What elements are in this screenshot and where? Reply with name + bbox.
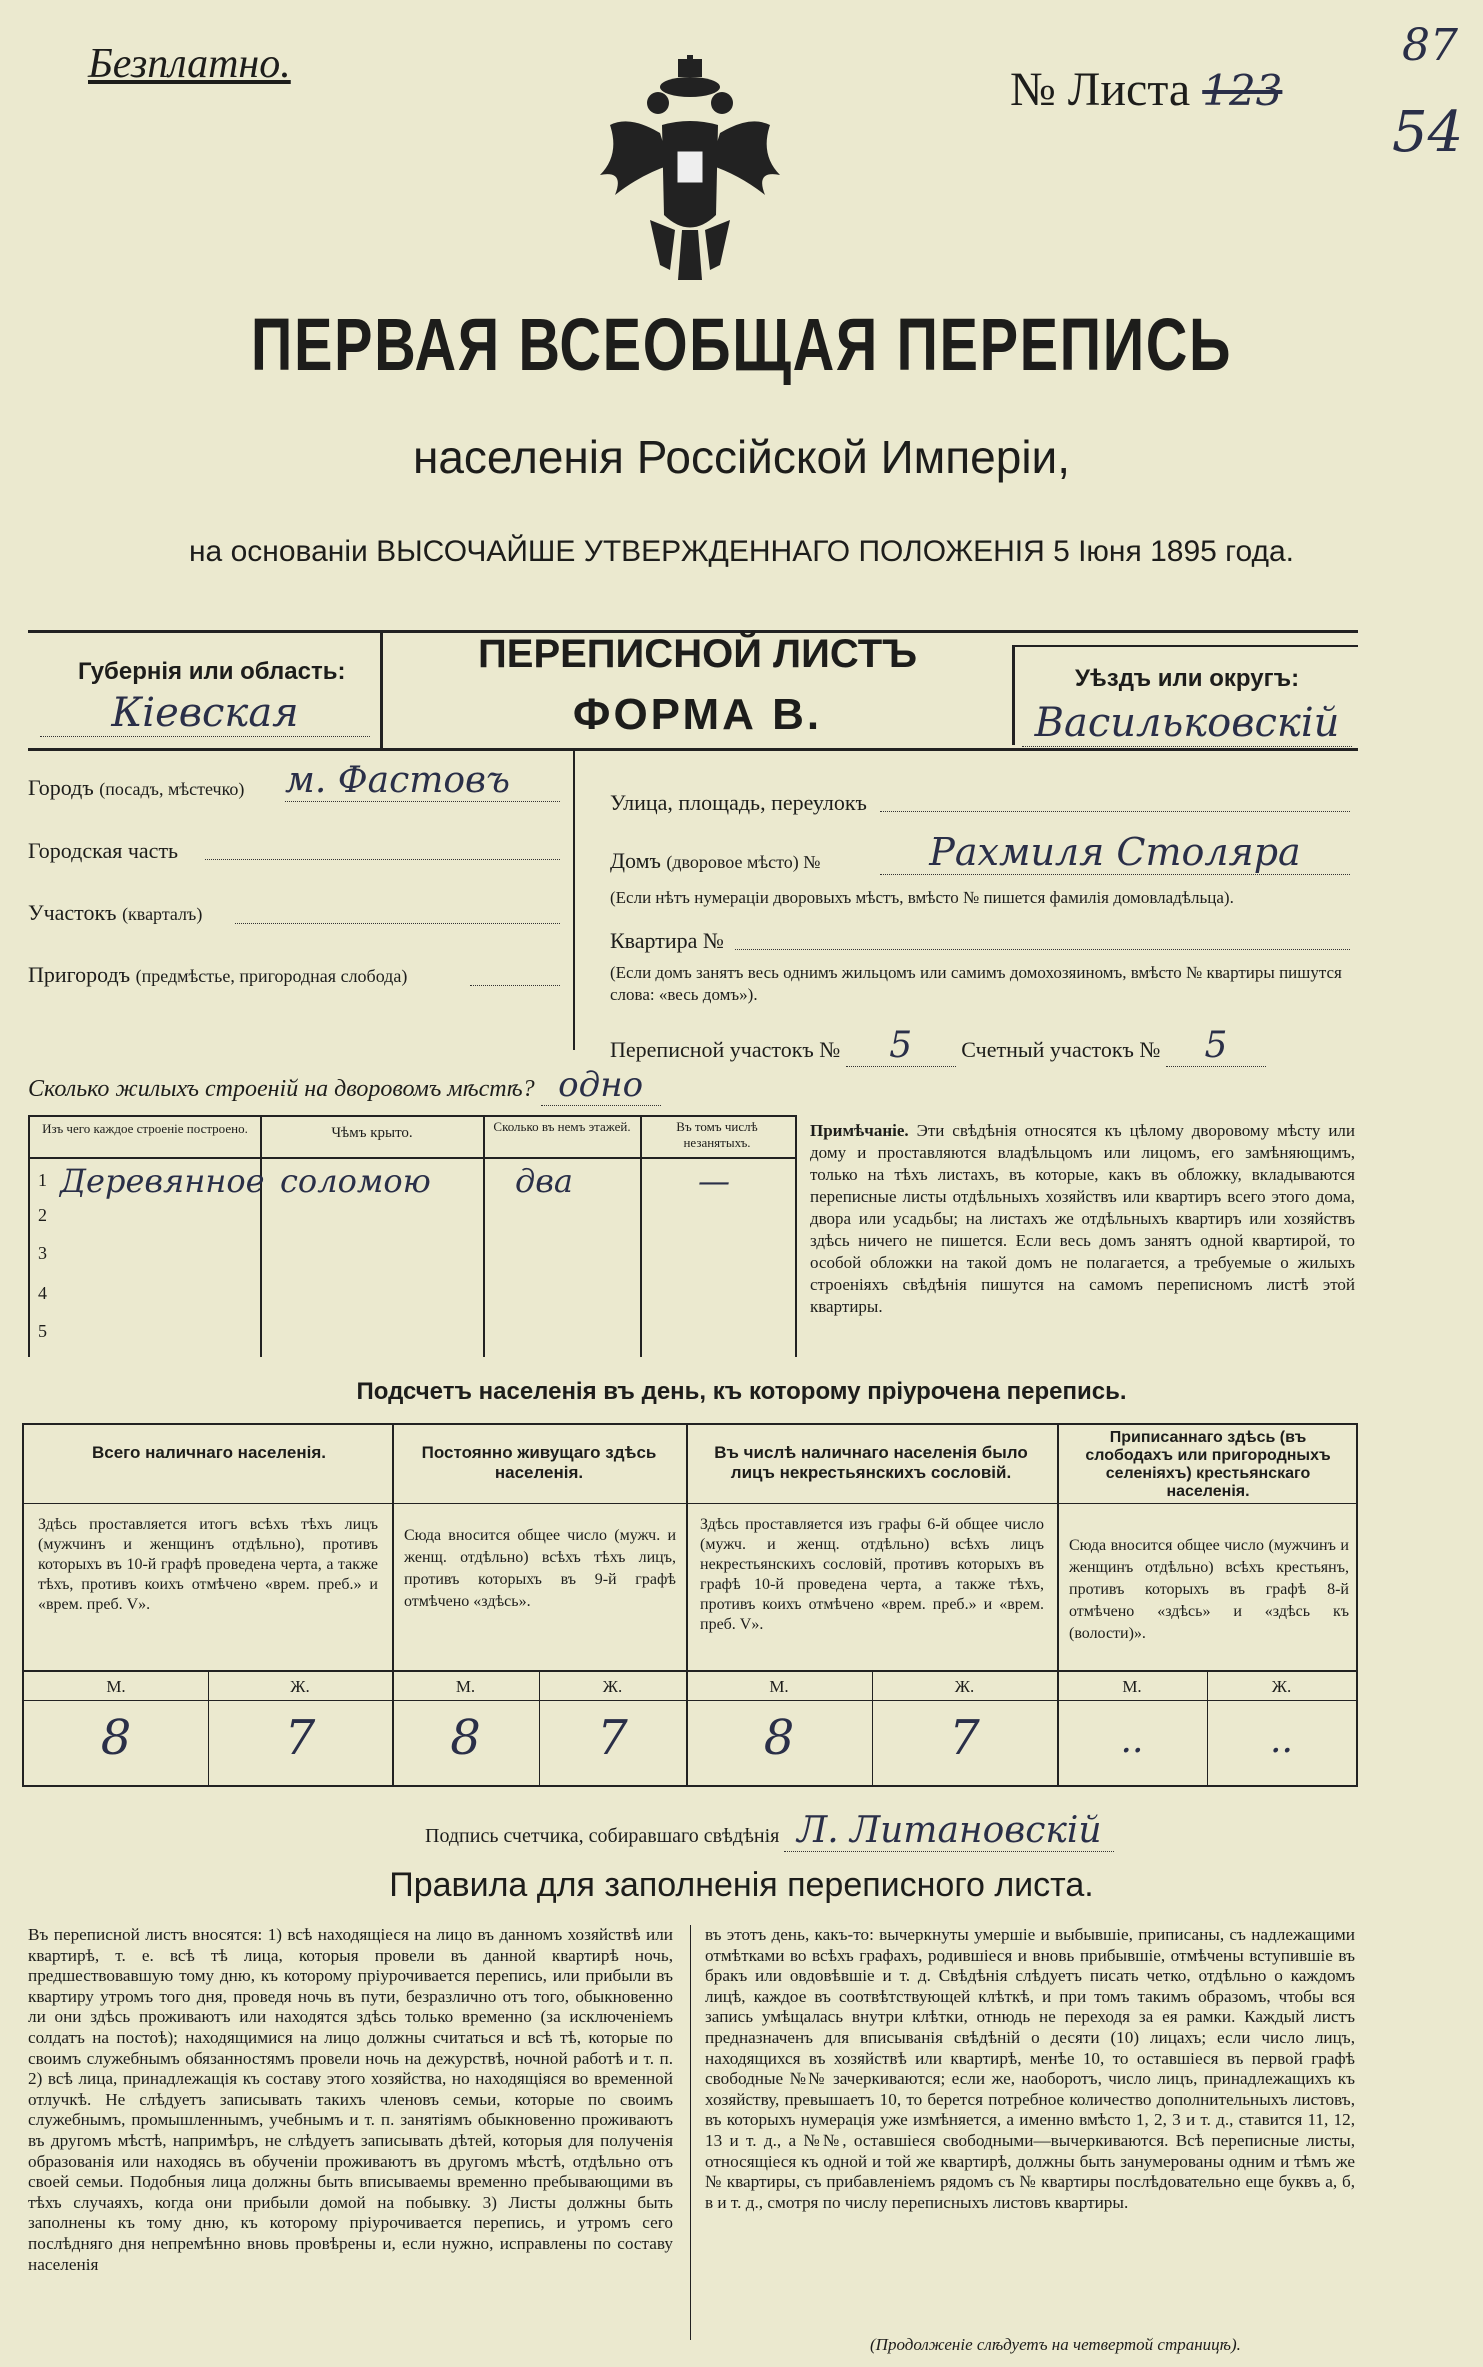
f-label-3: Ж. [954,1677,975,1696]
chast-line [205,858,560,860]
bld-row-3: 3 [38,1243,47,1263]
gubernia-value: Кіевская [40,690,370,737]
count-m-3: 8 [763,1710,795,1766]
count-desc-3: Здѣсь проставляется изъ графы 6-й общее число (мужч. и женщ. отдѣльно) всѣхъ лицъ некрестьянскихъ сословій, противъ которыхъ въ графѣ 10-й проведена черта, а также тѣхъ, противъ коихъ отмѣчено «врем. преб.» и «врем. преб. V». [700,1516,1044,1633]
signature-value: Л. Литановскій [784,1810,1114,1852]
m-label-1: М. [106,1677,126,1696]
rules-left: Въ переписной листъ вносятся: 1) всѣ находящіеся на лицо въ данномъ хозяйствѣ или квартирѣ, т. е. всѣ тѣ лица, которыя провели въ данной квартирѣ ночь, предшествовавшую тому дню, къ которому пріурочивается перепись, или прибыли въ квартиру утромъ того дня, проведя ночь въ пути, безразлично отъ того, обыкновенно ли они здѣсь проживаютъ или находятся здѣсь только временно (за исключеніемъ солдатъ на постоѣ); находящимися на лицо должны считаться и всѣ тѣ, которые по своимъ служебнымъ обязанностямъ провели ночь на дежурствѣ, ночной работѣ и т. п. 2) всѣ лица, принадлежащія къ составу этого хозяйства, но находящіяся во временной отлучкѣ. Не слѣдуетъ записывать такихъ членовъ семьи, которые по своимъ служебнымъ, промышленнымъ, учебнымъ и т. п. занятіямъ обыкновенно проживаютъ въ другомъ мѣстѣ, напримѣръ, не слѣдуетъ записывать дѣтей, которыя для полученія образованія или находясь въ обученіи проживаютъ въ другомъ мѣстѣ, отдѣльно отъ своей семьи. Подобныя лица должны быть вписываемы временно пребывающими въ тѣхъ случаяхъ, когда они прибыли домой на побывку. 3) Листы должны быть заполнены къ тому дню, къ которому пріурочивается перепись, и утромъ сего послѣдняго дня непремѣнно вновь провѣрены и, если нужно, исправлены по составу населенія [28,1925,673,2274]
dom-row [610,848,820,874]
bld-material: Деревянное [60,1162,265,1200]
schetny-uchastok-value: 5 [1166,1025,1266,1067]
bld-roof: соломою [280,1162,431,1200]
m-label-4: М. [1122,1677,1142,1696]
gorod-hint: (посадъ, мѣстечко) [99,779,245,799]
buildings-question [28,1065,661,1106]
uchastki-row [610,1025,1370,1067]
bld-row-1 [30,1162,795,1200]
subtitle: населенія Россійской Имперіи, [412,431,1071,483]
bld-header-floors: Сколько въ немъ этажей. [493,1119,631,1134]
count-head-1: Всего наличнаго населенія. [92,1443,326,1462]
count-title: Подсчетъ населенія въ день, къ которому пріурочена перепись. [356,1378,1127,1405]
main-title: ПЕРВАЯ ВСЕОБЩАЯ ПЕРЕПИСЬ [250,303,1233,386]
count-desc-1: Здѣсь проставляется итогъ всѣхъ тѣхъ лицъ (мужчинъ и женщинъ отдѣльно), противъ которыхъ въ 10-й графѣ проведена черта, а также тѣхъ, противъ коихъ отмѣчено «врем. преб.» и «врем. преб. V». [38,1516,378,1613]
form-name: ПЕРЕПИСНОЙ ЛИСТЪ [478,632,917,676]
count-m-4: .. [1120,1720,1144,1761]
bld-row-2: 2 [38,1205,47,1225]
rules-title: Правила для заполненія переписного листа. [389,1866,1094,1904]
count-head-2: Постоянно живущаго здѣсь населенія. [421,1443,657,1482]
rules-continued: (Продолженіе слѣдуетъ на четвертой страницѣ). [870,2335,1241,2354]
dom-value: Рахмиля Столяра [880,830,1350,875]
street-line [880,810,1350,812]
prigorod-line [470,984,560,986]
bld-header-material: Изъ чего каждое строеніе построено. [42,1121,248,1136]
count-f-4: .. [1270,1720,1293,1761]
count-desc-2: Сюда вносится общее число (мужч. и женщ. отдѣльно) всѣхъ тѣхъ лицъ, противъ которыхъ въ 9-й графѣ отмѣчено «здѣсь». [404,1527,676,1610]
corner-note-1: 87 [1402,20,1458,71]
kvartira-note: (Если домъ занятъ весь однимъ жильцомъ или самимъ домохозяиномъ, вмѣсто № квартиры пишутся слова: «весь домъ»). [610,963,1342,1004]
m-label-2: М. [455,1677,476,1696]
signature-label: Подпись счетчика, собиравшаго свѣдѣнія [425,1825,780,1847]
bld-header-vacant: Въ томъ числѣ незанятыхъ. [676,1119,758,1150]
note-title: Примѣчаніе. [810,1121,909,1140]
perepis-uchastok-label: Переписной участокъ № [610,1037,841,1062]
sheet-number: 123 [1202,66,1283,115]
uezd-value: Васильковскій [1022,700,1352,747]
uchastok-line [235,922,560,924]
dom-note: (Если нѣтъ нумераціи дворовыхъ мѣстъ, вмѣсто № пишется фамилія домовладѣльца). [610,888,1234,907]
perepis-uchastok-value: 5 [846,1025,956,1067]
imperial-eagle-emblem [590,55,790,285]
dom-hint: (дворовое мѣсто) № [666,852,821,872]
signature-row [425,1810,1114,1852]
count-f-1: 7 [284,1710,316,1766]
buildings-question-text: Сколько жилыхъ строеній на дворовомъ мѣстѣ? [28,1076,535,1102]
bld-floors: два [515,1162,573,1200]
corner-note-2: 54 [1392,100,1464,165]
uchastok-row [28,900,202,926]
kvartira-line [735,948,1350,950]
gorod-value: м. Фастовъ [285,760,560,802]
dom-label: Домъ [610,848,661,873]
uchastok-hint: (кварталъ) [122,904,203,924]
gubernia-label: Губернія или область: [78,658,346,685]
gorod-row [28,775,244,801]
f-label-2: Ж. [602,1677,623,1696]
buildings-answer: одно [541,1065,661,1106]
prigorod-hint: (предмѣстье, пригородная слобода) [135,966,408,986]
bld-row-num: 1 [38,1170,47,1190]
form-label: ФОРМА В. [572,690,823,739]
count-table [22,1423,1358,1787]
bld-row-4: 4 [38,1283,47,1303]
basis-line: на основаніи ВЫСОЧАЙШЕ УТВЕРЖДЕННАГО ПОЛОЖЕНІЯ 5 Іюня 1895 года. [188,535,1294,568]
count-desc-4: Сюда вносится общее число (мужчинъ и женщинъ отдѣльно) всѣхъ крестьянъ, противъ которыхъ въ графѣ 8-й отмѣчено «здѣсь» и «здѣсь къ (волости)». [1069,1537,1349,1642]
count-f-2: 7 [597,1710,628,1766]
bld-header-roof: Чѣмъ крыто. [331,1125,413,1141]
uezd-label: Уѣздъ или округъ: [1075,665,1300,692]
chast-label: Городская часть [28,838,179,863]
f-label-4: Ж. [1271,1677,1292,1696]
prigorod-row [28,962,407,988]
free-label: Безплатно. [88,41,291,87]
bld-row-5: 5 [38,1321,47,1341]
sheet-number-label [1010,62,1282,117]
buildings-note [810,1120,1355,1318]
rules-right: въ этотъ день, какъ-то: вычеркнуты умершіе и выбывшіе, приписаны, съ надлежащими отмѣтками во всѣхъ графахъ, родившіеся и вновь прибывшіе, отмѣчены вступившіе въ бракъ или овдовѣвшіе и т. д. Свѣдѣнія слѣдуетъ писать четко, отдѣльно о каждомъ лицѣ, каждое въ соотвѣтствующей клѣткѣ, и при томъ такимъ образомъ, чтобы вся запись умѣщалась внутри клѣтки, отнюдь не переходя за ея рамки. Каждый листъ предназначенъ для вписыванія свѣдѣній о десяти (10) лицахъ; если число лицъ, находящихся въ хозяйствѣ или квартирѣ, менѣе 10, то оставшіеся въ первой графѣ свободные №№ зачеркиваются; если же, наоборотъ, число лицъ, принадлежащихъ къ хозяйству, превышаетъ 10, то берется потребное количество дополнительныхъ листовъ, въ которыхъ нумерація уже измѣняется, а именно вмѣсто 1, 2, 3 и т. д., ставится 11, 12, 13 и т. д., а №№, оставшіеся свободными—вычеркиваются. Всѣ переписные листы, относящіеся къ одной и той же квартирѣ, должны быть занумерованы одним и тѣмъ же № квартиры, съ прибавленіемъ рядомъ съ № квартиры послѣдовательно еще буквъ а, б, в и т. д., смотря по числу переписныхъ листовъ квартиры. [705,1925,1355,2212]
f-label-1: Ж. [290,1677,310,1696]
schetny-uchastok-label: Счетный участокъ № [961,1037,1161,1062]
count-m-2: 8 [450,1710,481,1766]
note-text: Эти свѣдѣнія относятся къ цѣлому дворовому мѣсту или дому и проставляются владѣльцомъ или лицомъ, его замѣняющимъ, только на тѣхъ листахъ, въ которые, какъ въ обложку, вкладываются переписные листы отдѣльныхъ хозяйствъ или квартиръ всего этого дома, двора или усадьбы; на листахъ же отдѣльныхъ квартиръ или хозяйствъ здѣсь ничего не пишется. Если весь домъ занятъ одной квартирой, то особой обложки на такой домъ не полагается, а требуемые о жилыхъ строеніяхъ свѣдѣнія пишутся на самомъ переписномъ листѣ этой квартиры. [810,1121,1355,1316]
count-m-1: 8 [100,1710,132,1766]
sheet-label: № Листа [1010,63,1191,116]
bld-vacant: — [698,1162,730,1200]
prigorod-label: Пригородъ [28,962,131,987]
uchastok-label: Участокъ [28,900,117,925]
count-f-3: 7 [949,1710,980,1766]
gorod-label: Городъ [28,775,94,800]
m-label-3: М. [769,1677,789,1696]
street-label: Улица, площадь, переулокъ [610,790,867,815]
count-head-4: Приписаннаго здѣсь (въ слободахъ или пригородныхъ селеніяхъ) крестьянскаго населенія. [1085,1429,1331,1500]
buildings-table [28,1115,797,1357]
count-head-3: Въ числѣ наличнаго населенія было лицъ некрестьянскихъ сословій. [714,1443,1028,1482]
kvartira-label: Квартира № [610,928,724,953]
